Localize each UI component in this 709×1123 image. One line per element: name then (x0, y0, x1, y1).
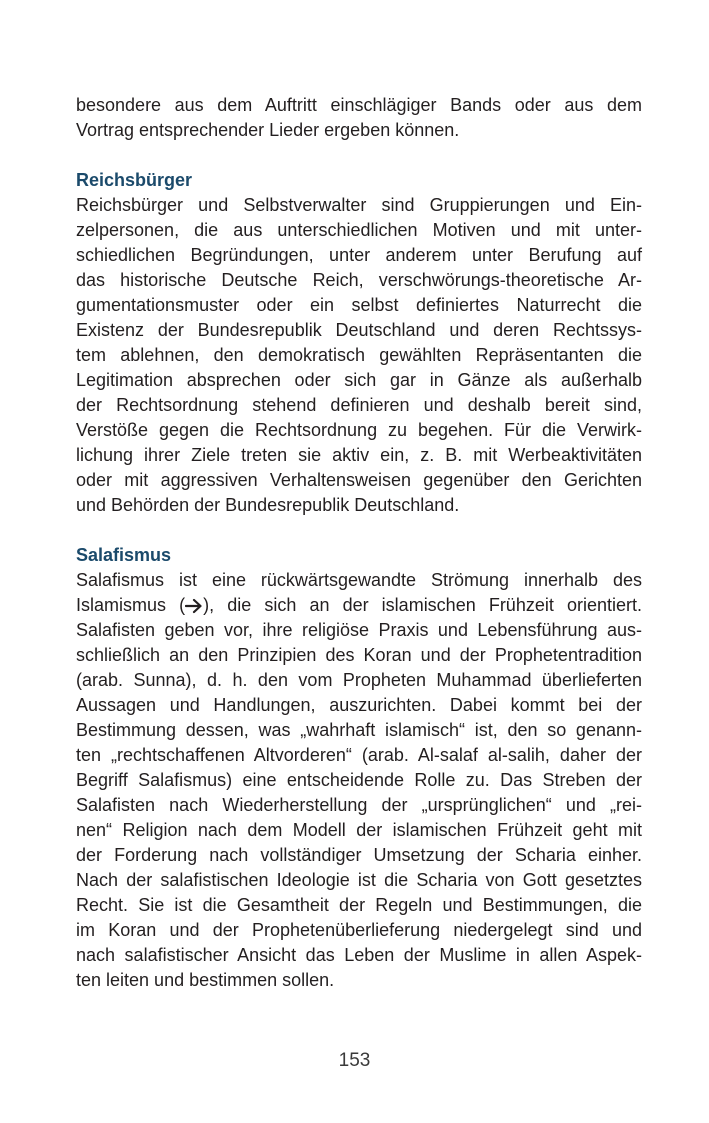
text-line: Aussagen und Handlungen, auszurichten. Dabei kommt bei der (76, 695, 642, 715)
text-line: zelpersonen, die aus unterschiedlichen Motiven und mit unter- (76, 220, 642, 240)
section-heading: Salafismus (76, 545, 172, 565)
arrow-right-icon (185, 596, 203, 612)
text-line: lichung ihrer Ziele treten sie aktiv ein, z. B. mit Werbeaktivitäten (76, 445, 642, 465)
paragraph-gap (76, 143, 642, 168)
text-line: besondere aus dem Auftritt einschlägiger Bands oder aus dem (76, 95, 642, 115)
text-line: Existenz der Bundesrepublik Deutschland und deren Rechtssys- (76, 320, 642, 340)
text-line: oder mit aggressiven Verhaltensweisen gegenüber den Gerichten (76, 470, 642, 490)
text-line: Nach der salafistischen Ideologie ist die Scharia von Gott gesetztes (76, 870, 642, 890)
text-line: schließlich an den Prinzipien des Koran und der Prophetentradition (76, 645, 642, 665)
page-body (76, 93, 642, 993)
section-salafismus (76, 543, 642, 993)
text-line: schiedlichen Begründungen, unter anderem unter Berufung auf (76, 245, 642, 265)
text-line: und Behörden der Bundesrepublik Deutschland. (76, 495, 460, 515)
text-line: tem ablehnen, den demokratisch gewählten Repräsentanten die (76, 345, 642, 365)
text-line: nach salafistischer Ansicht das Leben der Muslime in allen Aspek- (76, 945, 642, 965)
text-line: Legitimation absprechen oder sich gar in Gänze als außerhalb (76, 370, 642, 390)
text-line: im Koran und der Prophetenüberlieferung niedergelegt sind und (76, 920, 642, 940)
text-line: Reichsbürger und Selbstverwalter sind Gruppierungen und Ein- (76, 195, 642, 215)
section-reichsbuerger (76, 168, 642, 518)
paragraph-gap (76, 518, 642, 543)
text-line: Salafisten geben vor, ihre religiöse Praxis und Lebensführung aus- (76, 620, 642, 640)
text-line-with-reference (76, 593, 642, 618)
text-line: Recht. Sie ist die Gesamtheit der Regeln und Bestimmungen, die (76, 895, 642, 915)
text-line: Bestimmung dessen, was „wahrhaft islamisch“ ist, den so genann- (76, 720, 642, 740)
intro-paragraph (76, 93, 642, 143)
text-line: das historische Deutsche Reich, verschwörungs-theoretische Ar- (76, 270, 642, 290)
text-line: der Rechtsordnung stehend definieren und deshalb bereit sind, (76, 395, 642, 415)
text-line: nen“ Religion nach dem Modell der islamischen Frühzeit geht mit (76, 820, 642, 840)
text-fragment: Islamismus ( (76, 595, 186, 615)
text-line: Vortrag entsprechender Lieder ergeben können. (76, 120, 460, 140)
text-line: ten leiten und bestimmen sollen. (76, 970, 335, 990)
text-line: Begriff Salafismus) eine entscheidende Rolle zu. Das Streben der (76, 770, 642, 790)
text-line: (arab. Sunna), d. h. den vom Propheten Muhammad überlieferten (76, 670, 642, 690)
text-line: Verstöße gegen die Rechtsordnung zu begehen. Für die Verwirk- (76, 420, 642, 440)
text-line: gumentationsmuster oder ein selbst definiertes Naturrecht die (76, 295, 642, 315)
text-line: Salafisten nach Wiederherstellung der „ursprünglichen“ und „rei- (76, 795, 642, 815)
page-number: 153 (338, 1050, 371, 1071)
text-line: Salafismus ist eine rückwärtsgewandte Strömung innerhalb des (76, 570, 642, 590)
text-line: der Forderung nach vollständiger Umsetzung der Scharia einher. (76, 845, 642, 865)
text-fragment: ), die sich an der islamischen Frühzeit orientiert. (203, 595, 642, 615)
text-line: ten „rechtschaffenen Altvorderen“ (arab. Al-salaf al-salih, daher der (76, 745, 642, 765)
section-heading: Reichsbürger (76, 170, 193, 190)
